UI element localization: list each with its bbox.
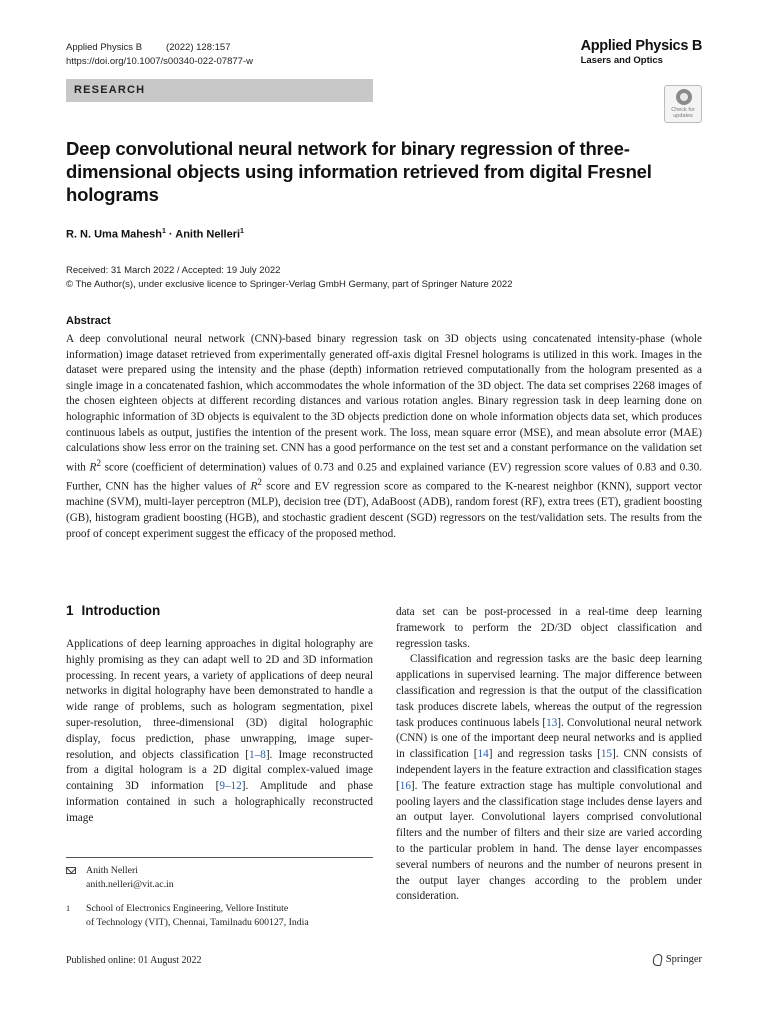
paragraph: Classification and regression tasks are the basic deep learning applications in supervised learning. The major difference between classification and regression is that the output of the classification task produces discrete labels, whereas the output of the regression task produces continuous labels [13]. Convolutional neural network (CNN) is one of the important deep neural networks and is applied in classification [14] and regression tasks [15]. CNN consists of independent layers in the feature extraction and classification stages [16]. The feature extraction stage has multiple convolutional and pooling layers and the classification stage includes dense layers and an output layer. Convolutional layers comprised convolutional filters and the number of filters and their size are varied according to the particular problem in hand. The dense layer encompasses several numbers of neurons and the number of neurons present in the output layer changes according to the problem under consideration. — [396, 653, 703, 903]
journal-logo-title: Applied Physics B — [580, 38, 702, 54]
journal-name: Applied Physics B — [66, 42, 143, 53]
article-dates — [66, 264, 513, 292]
abstract-heading: Abstract — [66, 315, 111, 327]
section-title: Introduction — [81, 603, 161, 618]
citation-link[interactable]: 1–8 — [249, 748, 266, 761]
journal-logo-subtitle: Lasers and Optics — [580, 55, 663, 66]
envelope-icon — [66, 867, 76, 874]
check-for-updates-icon — [676, 89, 692, 105]
check-for-updates-button[interactable] — [664, 85, 702, 123]
affiliation-note — [66, 902, 309, 929]
affiliation-line: School of Electronics Engineering, Vellore Institute — [86, 903, 289, 914]
check-badge-line1: Check for — [671, 107, 695, 113]
corresponding-author-note — [66, 864, 174, 891]
author-separator: · — [165, 228, 176, 241]
contact-name: Anith Nelleri — [86, 865, 138, 876]
citation-link[interactable]: 13 — [546, 716, 558, 729]
citation-link[interactable]: 14 — [477, 748, 489, 761]
journal-logo — [581, 38, 702, 66]
copyright-line: © The Author(s), under exclusive licence to Springer-Verlag GmbH Germany, part of Springer Nature 2022 — [66, 279, 513, 290]
received-accepted: Received: 31 March 2022 / Accepted: 19 July 2022 — [66, 265, 281, 276]
publisher-name: Springer — [665, 954, 702, 965]
affiliation-mark: 1 — [240, 228, 244, 235]
article-title: Deep convolutional neural network for binary regression of three-dimensional objects using information retrieved from digital Fresnel holograms — [66, 138, 652, 205]
publisher-logo — [651, 953, 702, 966]
volume-info: (2022) 128:157 — [166, 42, 231, 53]
author-name[interactable]: Anith Nelleri — [175, 228, 241, 241]
section-number: 1 — [66, 603, 74, 618]
affiliation-mark: 1 — [161, 228, 166, 235]
citation-link[interactable]: 16 — [399, 779, 411, 792]
abstract-body: A deep convolutional neural network (CNN)-based binary regression task on 3D objects using concatenated intensity-phase (whole information) image dataset retrieved from experimentally generated off-axis digital Fresnel holograms is utilized in this work. Images in the dataset were prepared using the intensity and the phase (depth) information retrieved computationally from the hologram presented as a single image in a concatenated fashion, which accommodates the whole information of the 3D object. The data set comprises 2268 images of the chosen eighteen objects at different recording distances and various rotation angles. Binary regression task in deep learning done on holographic information of 3D objects is equivalent to the 3D objects prediction done on whole information objects data set, which produces continuous labels as output, justifies the intention of the present work. The loss, mean square error (MSE), and mean absolute error (MAE) calculations show less error on the training set. CNN has a good performance on the test set and a constant performance on the validation set with $R^2$ score (coefficient of determination) values of 0.73 and 0.25 and explained variance (EV) regression score values of 0.83 and 0.30. Further, CNN has the higher values of $R^2$ score and EV regression score as compared to the K-nearest neighbor (KNN), support vector machine (SVM), multi-layer perceptron (MLP), decision tree (DT), AdaBoost (ADB), random forest (RF), extra trees (ET), gradient boosting (GB), histogram gradient boosting (HGB), and stochastic gradient descent (SGD) regressors on the test/validation sets. The results from the proof of concept experiment suggest the efficacy of the proposed method. — [66, 333, 702, 540]
doi-link[interactable]: https://doi.org/10.1007/s00340-022-07877-w — [66, 56, 253, 67]
running-header — [66, 41, 253, 69]
author-list — [66, 228, 244, 241]
footnote-divider — [66, 857, 373, 858]
intro-left-column: Applications of deep learning approaches in digital holography are highly promising as they can adapt well to 2D and 3D information processing. In recent years, a variety of applications of deep neural networks in digital holography have been demonstrated to handle a wide range of problems, such as hologram segmentation, pixel super-resolution, three-dimensional (3D) digital holographic display, focus prediction, phase unwrapping, image super-resolution, and objects classification [1–8]. Image reconstructed from a digital hologram is a 2D digital complex-valued image containing 3D information [9–12]. Amplitude and phase information contained in such a holographically reconstructed image — [66, 638, 373, 824]
contact-email-link[interactable]: anith.nelleri@vit.ac.in — [86, 878, 174, 890]
affiliation-number: 1 — [66, 904, 71, 913]
paragraph: data set can be post-processed in a real-time deep learning framework to perform the 2D/3D object classification and regression tasks. — [396, 606, 702, 650]
citation-link[interactable]: 9–12 — [219, 780, 242, 793]
check-badge-line2: updates — [673, 113, 693, 119]
section-heading — [66, 603, 160, 618]
article-type-banner: RESEARCH — [66, 79, 373, 102]
springer-horse-icon — [651, 953, 662, 966]
author-name[interactable]: R. N. Uma Mahesh — [66, 228, 162, 241]
affiliation-line: of Technology (VIT), Chennai, Tamilnadu 600127, India — [86, 916, 309, 928]
intro-right-column — [396, 605, 702, 905]
citation-link[interactable]: 15 — [600, 748, 612, 761]
published-date: Published online: 01 August 2022 — [66, 955, 202, 966]
